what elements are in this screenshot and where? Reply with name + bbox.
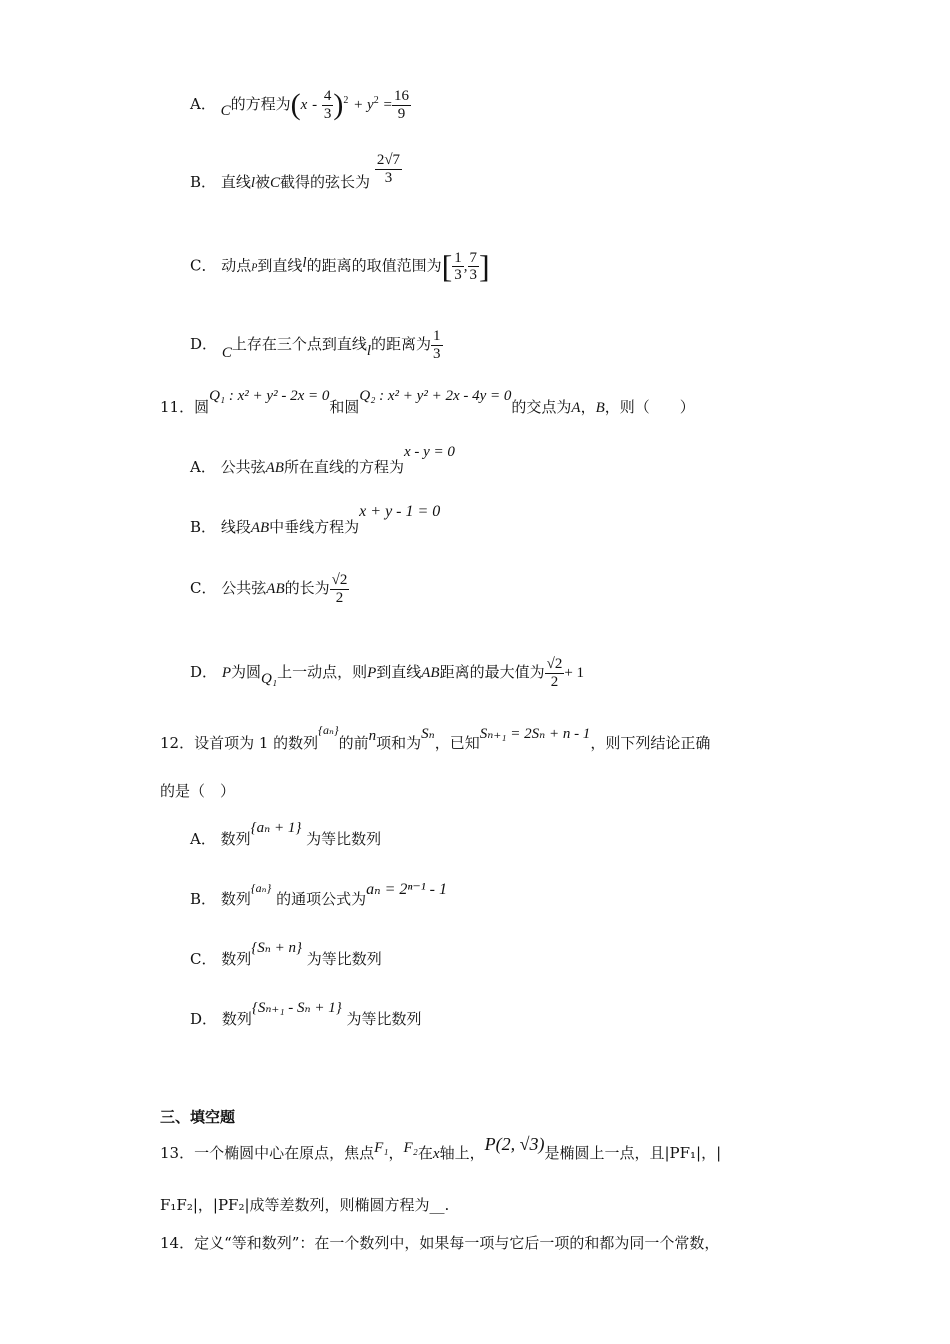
option-12-A xyxy=(190,820,382,849)
fraction-16-9: $\frac{16}{9}$ xyxy=(393,88,409,122)
sequence-expr: {aₙ} xyxy=(250,881,272,895)
option-text: 数列 xyxy=(221,950,252,968)
exponent: 2 xyxy=(343,95,349,106)
segment-AB: AB xyxy=(250,520,270,536)
question-stem: 14．定义“等和数列”：在一个数列中，如果每一项与它后一项的和都为同一个常数， xyxy=(160,1234,720,1252)
focus-F1: F₁ xyxy=(374,1140,389,1156)
var-l: l xyxy=(366,343,372,359)
option-11-A xyxy=(190,444,455,477)
option-label: D． xyxy=(190,1010,218,1028)
option-11-D xyxy=(190,656,584,690)
option-10-C: C． 动点P到直线l的距离的取值范围为[ $\frac{1}{3}$ , $\frac{7}{3}$ ] xyxy=(190,248,490,284)
option-text: 数列 xyxy=(220,890,251,908)
option-text: 数列 xyxy=(220,830,251,848)
general-term: aₙ = 2ⁿ⁻¹ - 1 xyxy=(366,881,447,898)
comma: ， xyxy=(580,398,596,416)
option-label: C． xyxy=(190,950,217,968)
circle-Q1-equation: Q₁ : x² + y² - 2x = 0 xyxy=(209,388,330,404)
option-text: 的距离的取值范围为 xyxy=(306,256,442,275)
question-14 xyxy=(160,1232,719,1253)
option-10-A: A． C的方程为(x - $\frac{4}{3}$ )$^2 + y^2$ = $\frac{16}{9}$ xyxy=(190,88,409,122)
question-text: 的前 xyxy=(338,734,369,752)
plus-y: + y xyxy=(353,97,374,113)
option-text: 的方程为 xyxy=(230,95,291,113)
question-text: 轴上， xyxy=(439,1144,485,1162)
option-label: A． xyxy=(190,458,216,476)
question-text: 的交点为 xyxy=(511,398,572,416)
option-label: A． xyxy=(190,95,216,113)
question-12-line2 xyxy=(160,780,235,801)
option-label: C． xyxy=(190,579,217,597)
sequence-expr: {Sₙ₊₁ - Sₙ + 1} xyxy=(251,1000,342,1016)
option-label: B． xyxy=(190,890,217,908)
var-l: l xyxy=(250,175,255,191)
curve-C: C xyxy=(221,345,232,361)
var-P: P xyxy=(221,665,231,681)
segment-AB: AB xyxy=(421,665,440,681)
var-n: n xyxy=(368,728,377,744)
comma: ， xyxy=(388,1144,404,1162)
option-12-C xyxy=(190,940,382,969)
option-12-D xyxy=(190,1000,422,1029)
fraction-2sqrt7-3: $\frac{2√7}{3}$ xyxy=(376,152,401,186)
option-text: 的长为 xyxy=(284,579,330,597)
point-P: P(2, √3) xyxy=(484,1134,545,1154)
option-12-B xyxy=(190,881,447,909)
question-text: 的是（ ） xyxy=(160,782,236,800)
question-text: F₁F₂|，|PF₂|成等差数列，则椭圆方程为__. xyxy=(160,1196,450,1214)
focus-F2: F₂ xyxy=(403,1140,418,1156)
option-label: D． xyxy=(190,335,218,353)
plus-one: + 1 xyxy=(564,665,585,681)
option-label: B． xyxy=(190,173,217,191)
option-text: 距离的最大值为 xyxy=(439,663,545,681)
option-label: B． xyxy=(190,518,217,536)
option-text: 截得的弦长为 xyxy=(280,173,371,191)
section-heading: 三、填空题 xyxy=(160,1108,236,1126)
question-11 xyxy=(160,388,695,417)
question-12 xyxy=(160,723,711,753)
sequence-expr: {Sₙ + n} xyxy=(251,940,302,956)
sum-S: Sₙ xyxy=(421,726,435,742)
equals: = xyxy=(383,97,392,113)
option-10-D xyxy=(190,328,443,362)
option-text: 的距离为 xyxy=(371,335,432,353)
circle-Q1: Q₁ xyxy=(261,671,278,687)
curve-C: C xyxy=(220,103,231,119)
option-text: 数列 xyxy=(221,1010,252,1028)
option-text: 所在直线的方程为 xyxy=(283,458,404,476)
equation: x - y = 0 xyxy=(403,444,455,460)
option-label: C． xyxy=(190,256,217,275)
fraction-1-3: $\frac{1}{3}$ xyxy=(454,249,462,283)
var-P: P xyxy=(251,262,258,274)
var-l: l xyxy=(302,254,307,271)
var-P: P xyxy=(367,665,377,681)
question-text: ，则下列结论正确 xyxy=(590,734,711,752)
question-text: 和圆 xyxy=(329,398,360,416)
point-A: A xyxy=(571,400,581,416)
option-text: 为等比数列 xyxy=(306,830,382,848)
option-text: 被 xyxy=(255,173,271,191)
var-x: x xyxy=(300,97,308,113)
point-B: B xyxy=(595,400,605,416)
fraction-1-3: $\frac{1}{3}$ xyxy=(433,328,441,362)
option-11-C xyxy=(190,572,349,606)
equation: x + y - 1 = 0 xyxy=(359,503,441,520)
option-text: 为圆 xyxy=(230,663,261,681)
option-text: 到直线 xyxy=(257,256,303,275)
fraction-4-3: $\frac{4}{3}$ xyxy=(323,88,332,122)
option-text: 的通项公式为 xyxy=(276,890,367,908)
option-text: 线段 xyxy=(220,518,251,536)
option-label: A． xyxy=(190,830,216,848)
option-text: 上存在三个点到直线 xyxy=(231,335,367,353)
question-text: 是椭圆上一点，且|PF₁|，| xyxy=(544,1144,722,1162)
fraction-7-3: $\frac{7}{3}$ xyxy=(469,249,477,283)
option-text: 到直线 xyxy=(376,663,422,681)
curve-C: C xyxy=(270,175,281,191)
segment-AB: AB xyxy=(266,581,285,597)
question-stem: 11．圆 xyxy=(160,398,210,416)
question-stem: 13．一个椭圆中心在原点，焦点 xyxy=(160,1144,375,1162)
option-text: 公共弦 xyxy=(220,458,266,476)
segment-AB: AB xyxy=(265,460,284,476)
option-text: 为等比数列 xyxy=(346,1010,422,1028)
option-label: D． xyxy=(190,663,218,681)
question-stem: 12．设首项为 1 的数列 xyxy=(160,734,319,752)
question-text: ，已知 xyxy=(434,734,480,752)
var-x: x xyxy=(432,1146,440,1162)
question-13 xyxy=(160,1134,722,1163)
recurrence: Sₙ₊₁ = 2Sₙ + n - 1 xyxy=(479,726,591,742)
question-13-line2 xyxy=(160,1194,449,1215)
fraction-sqrt2-2: $\frac{√2}{2}$ xyxy=(331,572,348,606)
sequence-a: {aₙ} xyxy=(318,723,339,737)
option-text: 动点 xyxy=(221,256,252,275)
circle-Q2-equation: Q₂ : x² + y² + 2x - 4y = 0 xyxy=(359,388,512,404)
question-text: ，则（ ） xyxy=(604,398,695,416)
option-text: 直线 xyxy=(220,173,251,191)
question-text: 项和为 xyxy=(376,734,422,752)
option-text: 公共弦 xyxy=(221,579,267,597)
option-10-B xyxy=(190,152,402,200)
sequence-expr: {aₙ + 1} xyxy=(250,820,302,836)
option-11-B xyxy=(190,503,441,537)
question-text: 在 xyxy=(417,1144,433,1162)
option-text: 为等比数列 xyxy=(306,950,382,968)
option-text: 上一动点，则 xyxy=(277,663,368,681)
option-text: 中垂线方程为 xyxy=(269,518,360,536)
minus-sign: - xyxy=(312,97,318,113)
fraction-sqrt2-2: $\frac{√2}{2}$ xyxy=(546,656,563,690)
